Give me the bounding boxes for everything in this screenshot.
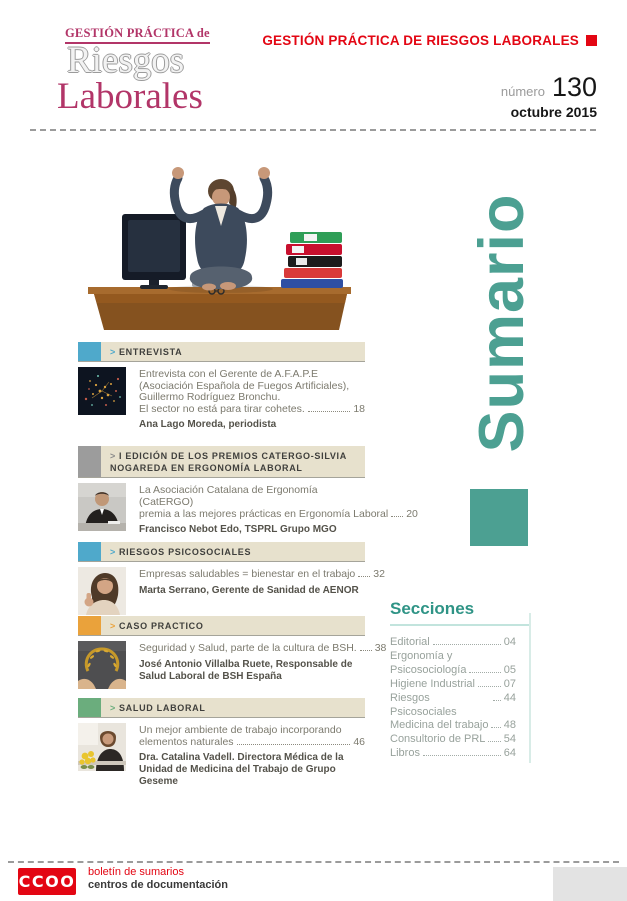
article-author: Dra. Catalina Vadell. Directora Médica de la Unidad de Medicina del Trabajo de Grupo Geseme [139,752,344,788]
sumario-title-text: Sumario [467,193,537,453]
article-title-end: Seguridad y Salud, parte de la cultura de BSH. [139,642,357,655]
section-header-bar [78,542,365,562]
leader-dots [237,744,351,745]
arrow-icon: > [110,347,116,357]
teal-square-icon [470,489,528,546]
leader-dots [491,727,500,728]
leader-dots [391,516,403,517]
article-title-end: premia a las mejores prácticas en Ergonomía Laboral [139,507,389,520]
toc-section-entrevista [78,342,365,431]
issue-number-label: número [500,84,545,99]
logo-riesgos-text: Riesgos [67,40,185,81]
article-author: José Antonio Villalba Ruete, Responsable de Salud Laboral de BSH España [139,658,353,682]
businessman-thumbnail [78,483,126,531]
secciones-item [390,678,516,692]
section-tab-icon [78,542,101,561]
secciones-item [390,719,516,733]
footer-text [88,866,228,892]
issue-number: 130 [551,72,597,102]
logo-laborales-text: Laborales [57,76,203,118]
secciones-item [390,747,516,761]
article-page-number: 38 [374,642,387,655]
secciones-title: Secciones [390,599,530,626]
section-category: I EDICIÓN DE LOS PREMIOS CATERGO-SILVIA NOGAREDA EN ERGONOMÍA LABORAL [110,451,347,474]
section-header-bar [78,698,365,718]
fireworks-thumbnail [78,367,126,415]
secciones-item-label: Consultorio de PRL [390,733,486,746]
arrow-icon: > [110,547,116,558]
section-header-bar [78,616,365,636]
article-author: Ana Lago Moreda, periodista [139,419,277,431]
article-title-end: elementos naturales [139,735,234,748]
article-title-line: Guillermo Rodríguez Bronchu. [139,391,281,404]
secciones-item-page: 07 [503,677,516,690]
secciones-item-page: 64 [503,747,516,760]
section-header-bar [78,342,365,362]
secciones-item [390,636,516,650]
article-page-number: 18 [353,402,365,415]
toc-section-salud-laboral [78,698,365,788]
leader-dots [493,700,501,701]
toc-section-premios [78,446,418,536]
secciones-item-label: Medicina del trabajo [390,719,489,732]
secciones-item [390,733,516,747]
footer-gray-box [553,867,627,901]
issue-date: octubre 2015 [510,104,597,120]
secciones-item-page: 05 [503,663,516,676]
secciones-item-prelabel: Ergonomía y [390,649,453,662]
secciones-list [390,636,516,761]
article-title-line: La Asociación Catalana de Ergonomía (CatERGO) [139,484,318,508]
arrow-icon: > [110,451,116,462]
section-category: CASO PRACTICO [118,621,204,632]
logo-top-text: GESTIÓN PRÁCTICA de [65,26,210,44]
article-page-number: 20 [406,507,418,520]
toc-section-riesgos-psicosociales [78,542,385,615]
secciones-item-label: Editorial [390,636,430,648]
secciones-item-page: 44 [503,691,516,704]
cover-photo-meditating-woman [76,140,365,330]
leader-dots [358,576,370,577]
leader-dots [478,686,501,687]
secciones-item-page: 54 [503,733,516,746]
leader-dots [423,755,501,756]
magazine-logo [57,24,237,118]
header-dotted-divider [30,129,596,131]
smiling-woman-thumbnail [78,567,126,615]
section-tab-icon [78,616,101,635]
article-author: Francisco Nebot Edo, TSPRL Grupo MGO [139,524,337,536]
arrow-icon: > [110,621,116,632]
sumario-vertical-title [437,158,567,488]
leader-dots [308,411,351,412]
arrow-icon: > [110,703,116,714]
article-title-line: Un mejor ambiente de trabajo incorporando [139,724,342,737]
article-author: Marta Serrano, Gerente de Sanidad de AENOR [139,584,359,596]
masthead [262,33,597,120]
secciones-item-page: 04 [503,636,516,648]
section-tab-icon [78,342,101,361]
article-page-number: 32 [373,568,385,581]
section-tab-icon [78,698,101,717]
leader-dots [360,650,372,651]
footer-docs-label: centros de documentación [88,879,228,891]
secciones-item [390,692,516,720]
ccoo-logo-text: CCOO [18,872,76,891]
article-title-end: Empresas saludables = bienestar en el trabajo [139,568,356,581]
article-title-line: (Asociación Española de Fuegos Artificiales), [139,379,350,392]
secciones-vertical-rule [529,613,531,763]
ccoo-logo [18,868,76,895]
leader-dots [488,741,500,742]
section-tab-icon [78,446,101,477]
secciones-item-page: 48 [503,719,516,732]
footer-bulletin-label: boletín de sumarios [88,866,184,878]
laurel-award-thumbnail [78,641,126,689]
section-category: SALUD LABORAL [118,703,206,714]
secciones-box [390,599,530,761]
secciones-item [390,664,516,678]
secciones-item-label: Riesgos Psicosociales [390,691,457,718]
woman-desk-flowers-thumbnail [78,723,126,771]
secciones-item-label: Higiene Industrial [390,677,475,690]
section-header-bar [78,446,365,478]
red-square-icon [586,35,597,46]
magazine-title: GESTIÓN PRÁCTICA DE RIESGOS LABORALES [262,33,579,48]
leader-dots [469,672,500,673]
article-page-number: 46 [353,735,365,748]
section-category: RIESGOS PSICOSOCIALES [118,547,252,558]
leader-dots [433,644,501,645]
toc-section-caso-practico [78,616,387,689]
secciones-item-label: Psicosociología [390,663,467,676]
section-category: ENTREVISTA [118,347,183,357]
article-title-end: El sector no está para tirar cohetes. [139,402,305,415]
secciones-item-label: Libros [390,747,420,760]
article-title-line: Entrevista con el Gerente de A.F.A.P.E [139,368,318,380]
footer-dotted-divider [8,861,619,863]
